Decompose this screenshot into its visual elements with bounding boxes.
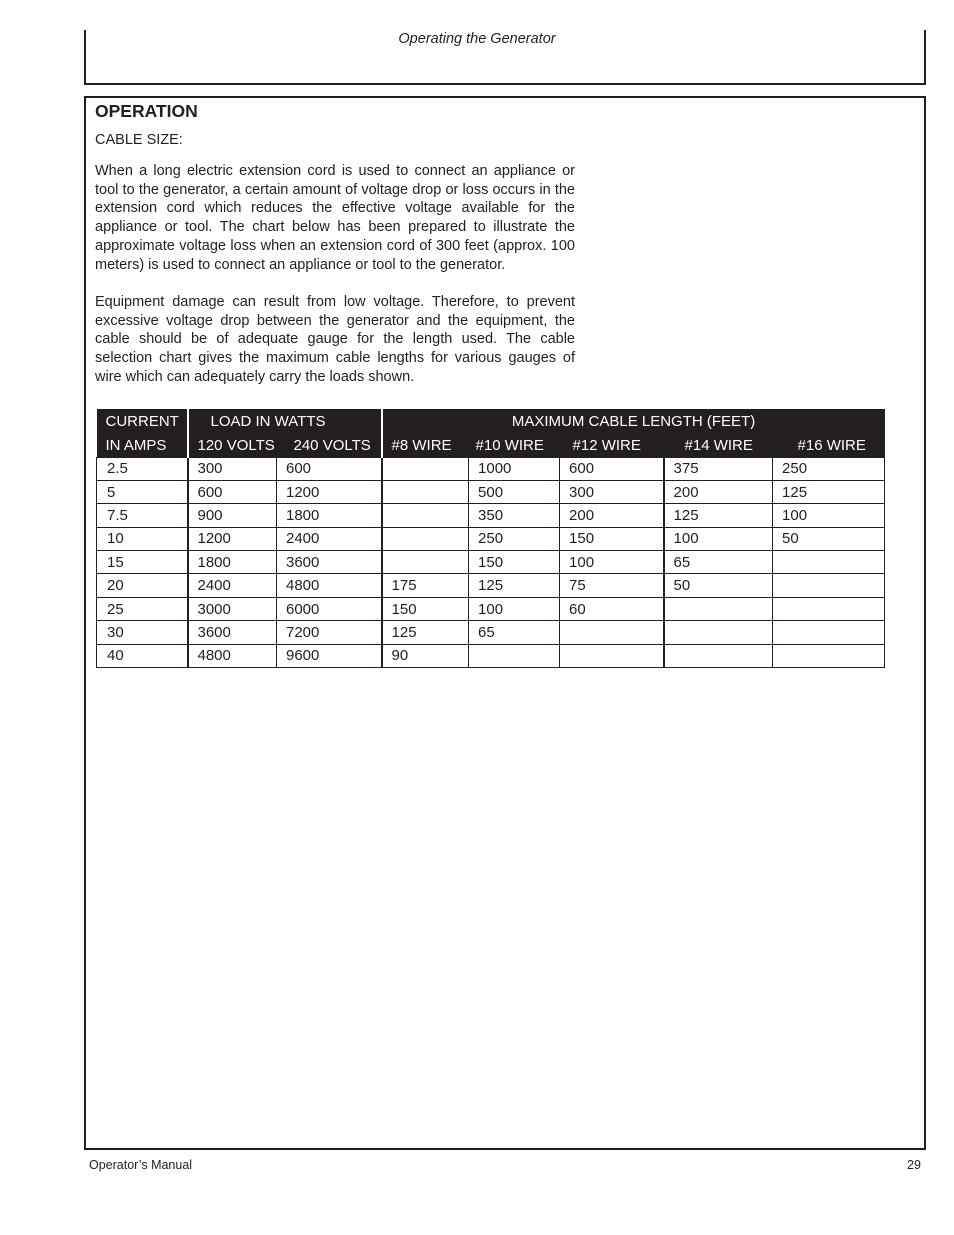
table-cell: 3600 (188, 621, 277, 644)
table-cell: 200 (560, 504, 664, 527)
table-cell (382, 504, 469, 527)
header-10-wire: #10 WIRE (469, 434, 560, 457)
table-cell: 50 (773, 527, 885, 550)
table-cell (664, 644, 773, 667)
table-cell: 100 (664, 527, 773, 550)
table-cell: 375 (664, 457, 773, 480)
table-cell: 75 (560, 574, 664, 597)
table-cell: 150 (469, 551, 560, 574)
paragraph-equipment-damage: Equipment damage can result from low voltage. Therefore, to prevent excessive voltage drop between the generator and the equipment, the cable should be of adequate gauge for the length used. The cable selection chart gives the maximum cable lengths for various gauges of wire which can adequately carry the loads shown. (95, 294, 575, 385)
table-cell: 900 (188, 504, 277, 527)
table-cell: 100 (560, 551, 664, 574)
table-cell: 175 (382, 574, 469, 597)
cable-selection-table (96, 409, 885, 668)
table-cell: 1200 (277, 480, 382, 503)
footer-page-number: 29 (907, 1158, 921, 1172)
table-cell: 2400 (188, 574, 277, 597)
table-cell: 30 (97, 621, 188, 644)
table-row (97, 621, 885, 644)
table-cell (382, 457, 469, 480)
table-cell: 4800 (277, 574, 382, 597)
table-cell: 125 (664, 504, 773, 527)
table-cell (560, 621, 664, 644)
table-cell (773, 621, 885, 644)
table-cell: 300 (188, 457, 277, 480)
table-cell: 65 (469, 621, 560, 644)
table-cell: 600 (277, 457, 382, 480)
table-body (97, 457, 885, 668)
table-cell: 10 (97, 527, 188, 550)
table-row (97, 597, 885, 620)
table-cell (664, 621, 773, 644)
table-cell: 5 (97, 480, 188, 503)
table-cell: 6000 (277, 597, 382, 620)
table-cell (382, 527, 469, 550)
header-max-cable-length: MAXIMUM CABLE LENGTH (FEET) (382, 409, 885, 434)
table-cell: 600 (560, 457, 664, 480)
table-row (97, 574, 885, 597)
header-12-wire: #12 WIRE (560, 434, 664, 457)
running-head: Operating the Generator (398, 31, 556, 47)
table-cell (773, 574, 885, 597)
footer-manual-title: Operator’s Manual (89, 1158, 193, 1172)
table-cell: 7.5 (97, 504, 188, 527)
table-cell (382, 480, 469, 503)
table-cell: 90 (382, 644, 469, 667)
table-cell: 3000 (188, 597, 277, 620)
header-16-wire: #16 WIRE (773, 434, 885, 457)
subhead-cable-size: CABLE SIZE: (95, 132, 183, 148)
table-cell (773, 644, 885, 667)
table-row (97, 527, 885, 550)
table-cell: 125 (382, 621, 469, 644)
table-cell: 300 (560, 480, 664, 503)
table-row (97, 504, 885, 527)
table-cell: 600 (188, 480, 277, 503)
table-cell: 7200 (277, 621, 382, 644)
table-cell: 60 (560, 597, 664, 620)
table-cell: 125 (773, 480, 885, 503)
table-cell (664, 597, 773, 620)
header-current: CURRENT (97, 409, 188, 434)
table-cell: 500 (469, 480, 560, 503)
table-cell: 4800 (188, 644, 277, 667)
table-cell: 1000 (469, 457, 560, 480)
table-cell: 9600 (277, 644, 382, 667)
table-cell: 250 (773, 457, 885, 480)
table-row (97, 644, 885, 667)
table-row (97, 551, 885, 574)
header-load-in-watts: LOAD IN WATTS (188, 409, 382, 434)
table-cell: 350 (469, 504, 560, 527)
table-cell: 2400 (277, 527, 382, 550)
table-cell: 1800 (277, 504, 382, 527)
table-cell: 150 (560, 527, 664, 550)
table-cell: 3600 (277, 551, 382, 574)
header-in-amps: IN AMPS (97, 434, 188, 457)
table-cell (773, 597, 885, 620)
table-row (97, 457, 885, 480)
table-header-row-2 (97, 434, 885, 457)
table-cell (560, 644, 664, 667)
table-cell: 2.5 (97, 457, 188, 480)
table-cell (382, 551, 469, 574)
table-cell: 20 (97, 574, 188, 597)
header-8-wire: #8 WIRE (382, 434, 469, 457)
table-cell: 100 (469, 597, 560, 620)
header-120-volts: 120 VOLTS (188, 434, 277, 457)
table-cell (469, 644, 560, 667)
table-cell: 200 (664, 480, 773, 503)
table-cell: 50 (664, 574, 773, 597)
table-cell: 1800 (188, 551, 277, 574)
table-cell: 1200 (188, 527, 277, 550)
table-cell: 150 (382, 597, 469, 620)
table-cell: 65 (664, 551, 773, 574)
table-row (97, 480, 885, 503)
header-14-wire: #14 WIRE (664, 434, 773, 457)
table-cell: 25 (97, 597, 188, 620)
paragraph-voltage-drop: When a long electric extension cord is used to connect an appliance or tool to the generator, a certain amount of voltage drop or loss occurs in the extension cord which reduces the effective voltage available for the appliance or tool. The chart below has been prepared to illustrate the approximate voltage loss when an extension cord of 300 feet (approx. 100 meters) is used to connect an appliance or tool to the generator. (95, 163, 575, 273)
table-cell: 125 (469, 574, 560, 597)
table-cell (773, 551, 885, 574)
section-title: OPERATION (95, 101, 198, 121)
table-cell: 100 (773, 504, 885, 527)
header-240-volts: 240 VOLTS (277, 434, 382, 457)
table-cell: 15 (97, 551, 188, 574)
table-cell: 40 (97, 644, 188, 667)
table-header-row-1 (97, 409, 885, 434)
table-cell: 250 (469, 527, 560, 550)
